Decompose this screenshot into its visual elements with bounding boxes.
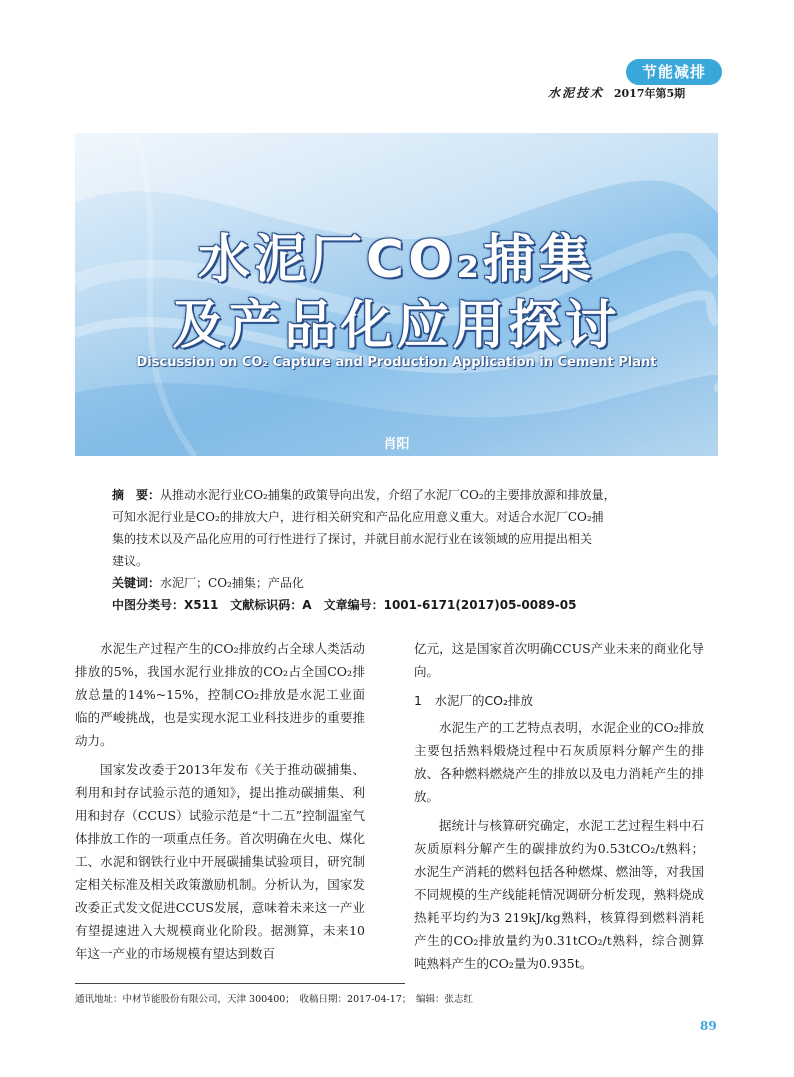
body-paragraph: 据统计与核算研究确定，水泥工艺过程生料中石灰质原料分解产生的碳排放约为0.53tCO₂/t熟料；水泥生产消耗的燃料包括各种燃煤、燃油等，对我国不同规模的生产线能耗情况调研分析发现，熟料烧成热耗平均约为3 219kJ/kg熟料，核算得到燃料消耗产生的CO₂排放量约为0.31tCO₂/t熟料，综合测算吨熟料产生的CO₂量为0.935t。 <box>414 818 704 971</box>
journal-name: 水泥技术 <box>548 86 605 100</box>
abstract-line-1 <box>112 484 692 506</box>
abstract-line-2: 可知水泥行业是CO₂的排放大户，进行相关研究和产品化应用意义重大。对适合水泥厂CO₂捕 <box>112 510 604 524</box>
journal-header <box>548 84 685 100</box>
footnote-divider <box>75 983 405 984</box>
right-column <box>414 637 704 981</box>
abstract-line-3: 集的技术以及产品化应用的可行性进行了探讨，并就目前水泥行业在该领域的应用提出相关 <box>112 532 593 546</box>
section-tag: 节能减排 <box>626 59 722 85</box>
footnote: 通讯地址：中材节能股份有限公司，天津 300400； 收稿日期：2017-04-17； 编辑：张志红 <box>75 994 474 1005</box>
left-column <box>75 637 365 971</box>
journal-issue: 2017年第5期 <box>613 87 686 100</box>
body-paragraph: 国家发改委于2013年发布《关于推动碳捕集、利用和封存试验示范的通知》，提出推动碳捕集、利用和封存（CCUS）试验示范是“十二五”控制温室气体排放工作的一项重点任务。首次明确在火电、煤化工、水泥和钢铁行业中开展碳捕集试验项目，研究制定相关标准及相关政策激励机制。分析认为，国家发改委正式发文促进CCUS发展，意味着未来这一产业有望提速进入大规模商业化阶段。据测算，未来10年这一产业的市场规模有望达到数百 <box>75 762 365 961</box>
abstract-block <box>112 484 692 616</box>
keywords-line <box>112 572 692 594</box>
keywords-text: 水泥厂；CO₂捕集；产品化 <box>160 576 304 590</box>
keywords-label: 关键词： <box>112 576 161 590</box>
classification-line: 中图分类号：X511 文献标识码：A 文章编号：1001-6171(2017)05-0089-05 <box>112 598 577 612</box>
author-name: 肖阳 <box>383 437 410 452</box>
body-paragraph: 水泥生产的工艺特点表明，水泥企业的CO₂排放主要包括熟料煅烧过程中石灰质原料分解产生的排放、各种燃料燃烧产生的排放以及电力消耗产生的排放。 <box>414 720 704 804</box>
article-title-line-1: 水泥厂CO₂捕集 <box>197 230 596 290</box>
title-banner <box>75 133 718 456</box>
article-title-line-2: 及产品化应用探讨 <box>172 296 621 356</box>
abstract-text-1: 从推动水泥行业CO₂捕集的政策导向出发，介绍了水泥厂CO₂的主要排放源和排放量， <box>160 488 616 502</box>
abstract-line-4: 建议。 <box>112 554 149 568</box>
body-paragraph-continued: 亿元，这是国家首次明确CCUS产业未来的商业化导向。 <box>414 641 704 679</box>
abstract-label: 摘 要： <box>112 488 161 502</box>
english-title: Discussion on CO₂ Capture and Production Application in Cement Plant <box>136 355 657 370</box>
body-paragraph: 水泥生产过程产生的CO₂排放约占全球人类活动排放的5%，我国水泥行业排放的CO₂占全国CO₂排放总量的14%~15%，控制CO₂排放是水泥工业面临的严峻挑战，也是实现水泥工业科技进步的重要推动力。 <box>75 641 365 748</box>
page-number: 89 <box>700 1019 717 1033</box>
section-heading: 1 水泥厂的CO₂排放 <box>414 693 534 708</box>
